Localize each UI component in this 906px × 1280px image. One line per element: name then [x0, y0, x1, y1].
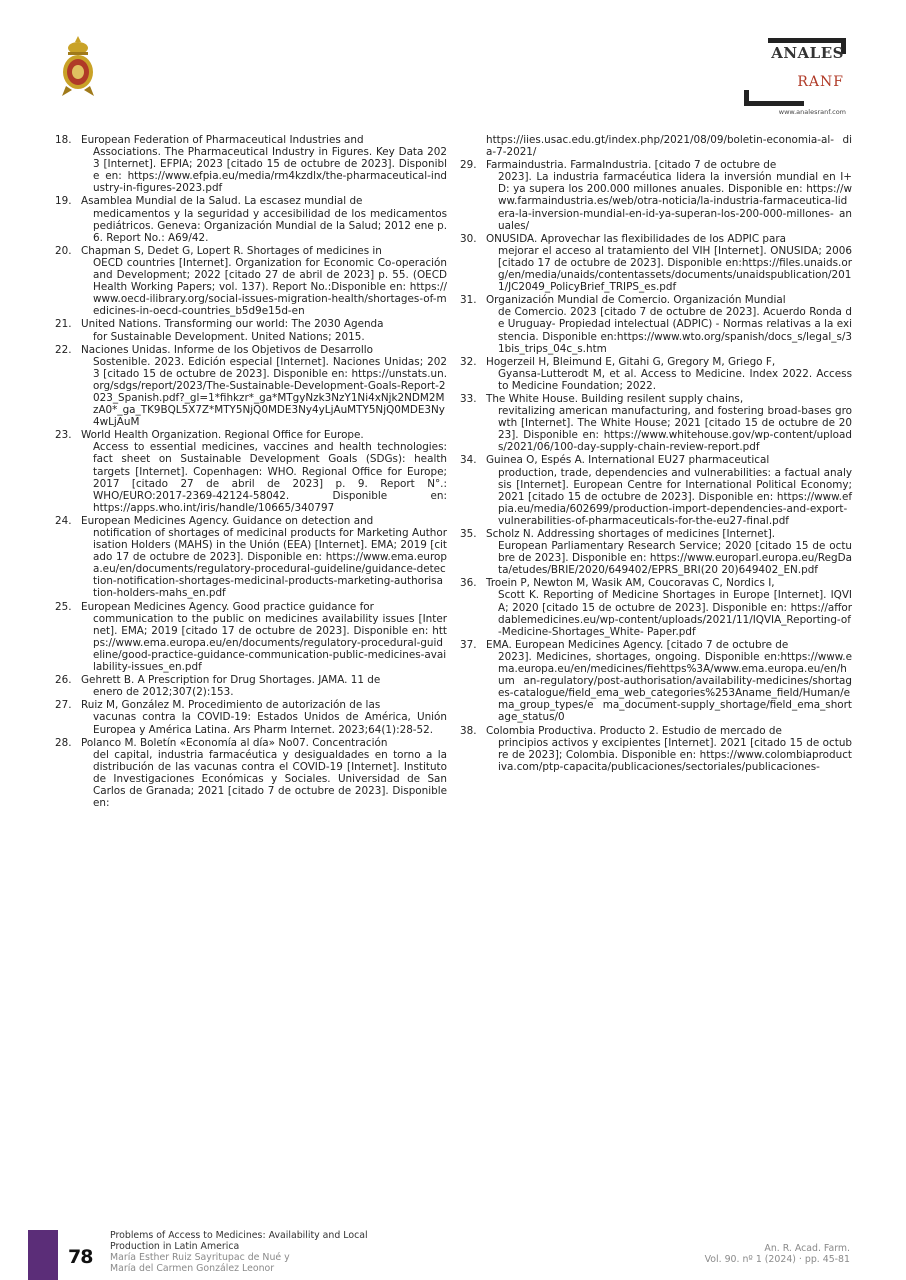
journal-logo [738, 34, 850, 116]
reference-item [55, 318, 447, 342]
reference-text: European Federation of Pharmaceutical Industries and [81, 134, 364, 146]
reference-item [460, 639, 852, 724]
reference-text-cont: medicamentos y la seguridad y accesibilidad de los medicamentos pediátricos. Geneva: Organización Mundial de la Salud; 2012 ene p. 6. Report No.: A69/42. [93, 207, 447, 244]
reference-number: 25. [55, 600, 72, 613]
reference-item [460, 393, 852, 453]
reference-text: Naciones Unidas. Informe de los Objetivos de Desarrollo [81, 343, 373, 356]
reference-number: 36. [460, 577, 477, 590]
page-number: 78 [68, 1246, 93, 1268]
reference-item [55, 601, 447, 674]
reference-number: 23. [55, 429, 72, 442]
reference-text: European Medicines Agency. Guidance on detection and [81, 514, 374, 527]
reference-text: ONUSIDA. Aprovechar las flexibilidades de los ADPIC para [486, 232, 786, 245]
reference-number: 19. [55, 195, 72, 208]
reference-text-cont: 2023]. Medicines, shortages, ongoing. Disponible en:https://www.ema.europa.eu/en/medicines/fiehttps%3A/www.ema.europa.eu/en/hum an-regulatory/post-authorisation/availability-medicines/shortages-catalogue/field_ema_web_categories%253Aname_field/Human/ema_group_types/e ma_document-supply_shortage/field_ema_shortage_status/0 [498, 650, 852, 724]
reference-text: Gehrett B. A Prescription for Drug Shortages. JAMA. 11 de [81, 674, 381, 687]
reference-item [55, 245, 447, 318]
reference-text-cont: enero de 2012;307(2):153. [93, 686, 234, 699]
footer-accent-bar [28, 1230, 58, 1280]
academy-crest-icon [58, 34, 98, 98]
reference-text: EMA. European Medicines Agency. [citado 7 de octubre de [486, 638, 789, 651]
reference-text: United Nations. Transforming our world: The 2030 Agenda [81, 318, 384, 331]
reference-number: 37. [460, 638, 477, 651]
reference-number: 21. [55, 318, 72, 331]
reference-number: 33. [460, 392, 477, 405]
footer-journal: An. R. Acad. Farm. [764, 1243, 850, 1254]
logo-ranf: RANF [797, 74, 844, 90]
reference-number: 27. [55, 699, 72, 712]
reference-text-cont: 2023]. La industria farmacéutica lidera la inversión mundial en I+D: ya supera los 200.000 millones anuales. Disponible en: https://www.farmaindustria.es/web/otra-noticia/la-industria-farmaceutica-lidera-la-inversion-mundial-en-id-ya-superan-los-200-000-millones- anuales/ [498, 171, 852, 232]
reference-number: 30. [460, 232, 477, 245]
reference-item [460, 725, 852, 773]
reference-item [55, 429, 447, 514]
reference-item [55, 699, 447, 735]
reference-text-cont: for Sustainable Development. United Nations; 2015. [93, 330, 365, 343]
reference-number: 24. [55, 514, 72, 527]
reference-text: Guinea O, Espés A. International EU27 pharmaceutical [486, 454, 770, 467]
reference-item [460, 528, 852, 576]
reference-number: 38. [460, 724, 477, 737]
reference-item [460, 233, 852, 293]
reference-text-cont: Sostenible. 2023. Edición especial [Internet]. Naciones Unidas; 2023 [citado 15 de octubre de 2023]. Disponible en: https://unstats.un.org/sdgs/report/2023/The-Sustainable-Development-Goals-Report-2023_Spanish.pdf?_gl=1*fihkzr*_ga*MTgyNzk3NzY1Ni4xNjk2NDM2MzA0*_ga_TK9BQL5X7Z*MTY5NjQ0MDE3Ny4yLjAuMTY5NjQ0MDE3Ny4wLjAuM [93, 355, 447, 429]
footer-title-line2: Production in Latin America [110, 1241, 240, 1252]
reference-item [460, 577, 852, 637]
reference-number: 28. [55, 736, 72, 749]
reference-text-cont: mejorar el acceso al tratamiento del VIH [Internet]. ONUSIDA; 2006 [citado 17 de octubre de 2023]. Disponible en:https://files.unaids.org/en/media/unaids/contentassets/documents/unaidspublication/2011/JC2049_PolicyBrief_TRIPS_es.pdf [498, 244, 852, 294]
footer-journal-info [705, 1243, 850, 1265]
reference-number: 35. [460, 528, 477, 540]
reference-text-cont: Access to essential medicines, vaccines and health technologies: fact sheet on Sustainable Development Goals (SDGs): health targets [Internet]. Copenhagen: WHO. Regional Office for Europe; 2017 [citado 27 de abril de 2023] p. 9. Report N°.: WHO/EURO:2017-2369-42124-58042. Disponible en: https://apps.who.int/iris/handle/10665/340797 [93, 441, 447, 514]
reference-number: 34. [460, 454, 477, 467]
reference-text-cont: Scott K. Reporting of Medicine Shortages in Europe [Internet]. IQVIA; 2020 [citado 15 de octubre de 2023]. Disponible en: https://affordablemedicines.eu/wp-content/uploads/2021/11/IQVIA_Reporting-of-Medicine-Shortages_White- Paper.pdf [498, 589, 852, 638]
footer-title-line1: Problems of Access to Medicines: Availability and Local [110, 1230, 368, 1241]
reference-text: Asamblea Mundial de la Salud. La escasez mundial de [81, 195, 363, 208]
reference-number: 18. [55, 134, 72, 146]
reference-text-cont: de Comercio. 2023 [citado 7 de octubre de 2023]. Acuerdo Ronda de Uruguay- Propiedad intelectual (ADPIC) - Normas relativas a la existencia. Disponible en:https://www.wto.org/spanish/docs_s/legal_s/31bis_trips_04c_s.htm [498, 306, 852, 355]
reference-text-cont: communication to the public on medicines availability issues [Internet]. EMA; 2019 [citado 17 de octubre de 2023]. Disponible en: https://www.ema.europa.eu/en/documents/regulatory-procedural-guideline/good-practice-guidance-communication-public-medicines-availability-issues_en.pdf [93, 612, 447, 674]
reference-item [460, 294, 852, 354]
reference-text-cont: https://iies.usac.edu.gt/index.php/2021/08/09/boletin-economia-al- dia-7-2021/ [486, 134, 852, 159]
reference-item [55, 515, 447, 600]
reference-text-cont: principios activos y excipientes [Internet]. 2021 [citado 15 de octubre de 2023]; Colombia. Disponible en: https://www.colombiaproductiva.com/ptp-capacita/publicaciones/sectoriales/publicaciones- [498, 736, 852, 773]
reference-text: Ruiz M, González M. Procedimiento de autorización de las [81, 699, 381, 712]
reference-text: Chapman S, Dedet G, Lopert R. Shortages of medicines in [81, 244, 382, 257]
reference-text-cont: vacunas contra la COVID-19: Estados Unidos de América, Unión Europea y América Latina. Ars Pharm Internet. 2023;64(1):28-52. [93, 711, 447, 736]
footer-author-line2: María del Carmen González Leonor [110, 1263, 275, 1274]
logo-anales: ANALES [771, 44, 844, 62]
reference-text-cont: revitalizing american manufacturing, and fostering broad-bases growth [Internet]. The White House; 2021 [citado 15 de octubre de 2023]. Disponible en: https://www.whitehouse.gov/wp-content/uploads/2021/06/100-day-supply-chain-review-report.pdf [498, 405, 852, 454]
reference-text: World Health Organization. Regional Office for Europe. [81, 429, 364, 442]
reference-text: European Medicines Agency. Good practice guidance for [81, 600, 374, 613]
footer-volume: Vol. 90. nº 1 (2024) · pp. 45-81 [704, 1254, 850, 1265]
reference-number: 26. [55, 674, 72, 687]
reference-text: Colombia Productiva. Producto 2. Estudio de mercado de [486, 724, 782, 737]
references-left-column [55, 134, 447, 810]
reference-item [55, 195, 447, 243]
reference-text-cont: Associations. The Pharmaceutical Industry in Figures. Key Data 2023 [Internet]. EFPIA; 2023 [citado 15 de octubre de 2023]. Disponible en: https://www.efpia.eu/media/rm4kzdlx/the-pharmaceutical-industry-in-figures-2023.pdf [93, 146, 447, 195]
footer-article-info [110, 1230, 368, 1274]
reference-item [460, 159, 852, 232]
footer-author-line1: María Esther Ruiz Sayritupac de Nué y [110, 1252, 290, 1263]
reference-item [55, 737, 447, 810]
references-right-column [460, 134, 852, 774]
reference-text-cont: OECD countries [Internet]. Organization for Economic Co-operación and Development; 2022 [citado 27 de abril de 2023] p. 55. (OECD Health Working Papers; vol. 137). Report No.:Disponible en: https://www.oecd-ilibrary.org/social-issues-migration-health/shortages-of-medicines-in-oecd-countries_b5d9e15d-en [93, 256, 447, 318]
reference-text: Hogerzeil H, Bleimund E, Gitahi G, Gregory M, Griego F, [486, 355, 776, 368]
reference-text-cont: notification of shortages of medicinal products for Marketing Authorisation Holders (MAHS) in the Unión (EEA) [Internet]. EMA; 2019 [citado 17 de octubre de 2023]. Disponible en: https://www.ema.europa.eu/en/documents/regulatory-procedural-guideline/guidance-detection-notification-shortages-medicinal-products-marketing-authorisation-holders-mahs_en.pdf [93, 527, 447, 600]
reference-text-cont: European Parliamentary Research Service; 2020 [citado 15 de octubre de 2023]. Disponible en: https://www.europarl.europa.eu/RegData/etudes/BRIE/2020/649402/EPRS_BRI(20 20)649402_EN.pdf [498, 540, 852, 577]
reference-text: Organización Mundial de Comercio. Organización Mundial [486, 294, 786, 307]
reference-number: 22. [55, 343, 72, 356]
reference-text: Troein P, Newton M, Wasik AM, Coucoravas C, Nordics I, [486, 577, 775, 590]
reference-continuation [460, 134, 852, 158]
reference-number: 20. [55, 244, 72, 257]
reference-item [55, 674, 447, 698]
reference-item [460, 356, 852, 392]
reference-text-cont: Gyansa-Lutterodt M, et al. Access to Medicine. Index 2022. Access to Medicine Foundation; 2022. [498, 367, 852, 392]
reference-text: Farmaindustria. FarmaIndustria. [citado 7 de octubre de [486, 159, 777, 172]
reference-number: 29. [460, 159, 477, 172]
reference-number: 32. [460, 355, 477, 368]
reference-item [55, 134, 447, 194]
reference-text: Scholz N. Addressing shortages of medicines [Internet]. [486, 528, 776, 540]
reference-number: 31. [460, 294, 477, 307]
reference-text: The White House. Building resilent supply chains, [486, 392, 744, 405]
reference-text-cont: production, trade, dependencies and vulnerabilities: a factual analysis [Internet]. European Centre for International Political Economy; 2021 [citado 15 de octubre de 2023]. Disponible en: https://www.efpia.eu/media/602699/production-import-dependencies-and-export-vulnerabilities-of-pharmaceuticals-for-the-eu27-final.pdf [498, 466, 852, 527]
reference-text-cont: del capital, industria farmacéutica y desigualdades en torno a la distribución de las vacunas contra el COVID-19 [Internet]. Instituto de Investigaciones Económicas y Sociales. Universidad de San Carlos de Granada; 2021 [citado 7 de octubre de 2023]. Disponible en: [93, 748, 447, 810]
logo-url: www.analesranf.com [778, 108, 846, 116]
reference-item [460, 454, 852, 527]
reference-text: Polanco M. Boletín «Economía al día» No07. Concentración [81, 736, 388, 749]
reference-item [55, 344, 447, 429]
